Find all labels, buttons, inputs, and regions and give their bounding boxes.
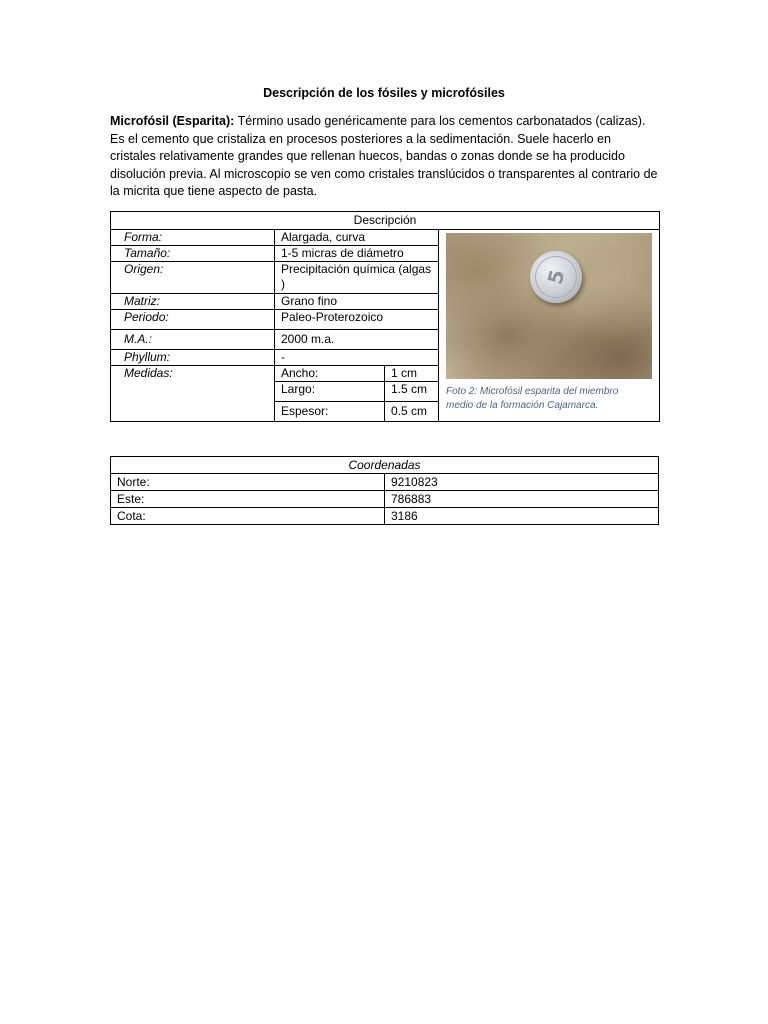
coord-label-este: Este: bbox=[111, 491, 385, 508]
row-value-phyllum: - bbox=[275, 350, 439, 366]
measure-name-ancho: Ancho: bbox=[275, 366, 385, 382]
description-table-header: Descripción bbox=[111, 212, 660, 230]
measure-value-espesor: 0.5 cm bbox=[385, 402, 439, 422]
row-label-periodo: Periodo: bbox=[111, 310, 275, 330]
measure-value-ancho: 1 cm bbox=[385, 366, 439, 382]
row-label-ma: M.A.: bbox=[111, 330, 275, 350]
measure-value-largo: 1.5 cm bbox=[385, 382, 439, 402]
row-value-ma: 2000 m.a. bbox=[275, 330, 439, 350]
photo-caption: Foto 2: Microfósil esparita del miembro medio de la formación Cajamarca. bbox=[446, 386, 619, 411]
coord-value-este: 786883 bbox=[385, 491, 659, 508]
intro-text: Término usado genéricamente para los cementos carbonatados (calizas). Es el cemento que cristaliza en procesos posteriores a la sedimentación. Suele hacerlo en cristales relativamente grandes que rellenan huecos, bandas o zonas donde se ha producido disolución previa. Al microscopio se ven como cristales translúcidos o transparentes al contrario de la micrita que tiene aspecto de pasta. bbox=[110, 114, 658, 199]
measure-name-espesor: Espesor: bbox=[275, 402, 385, 422]
page-title: Descripción de los fósiles y microfósiles bbox=[263, 86, 505, 100]
coord-value-cota: 3186 bbox=[385, 508, 659, 525]
row-value-matriz: Grano fino bbox=[275, 294, 439, 310]
photo-cell bbox=[439, 230, 660, 422]
row-value-origen: Precipitación química (algas ) bbox=[275, 262, 439, 294]
coord-label-cota: Cota: bbox=[111, 508, 385, 525]
intro-term: Microfósil (Esparita): bbox=[110, 114, 235, 128]
row-label-phyllum: Phyllum: bbox=[111, 350, 275, 366]
coordinates-table bbox=[110, 456, 659, 525]
coord-value-norte: 9210823 bbox=[385, 474, 659, 491]
coin-scale-reference bbox=[530, 251, 582, 303]
row-value-forma: Alargada, curva bbox=[275, 230, 439, 246]
row-value-tamano: 1-5 micras de diámetro bbox=[275, 246, 439, 262]
row-label-tamano: Tamaño: bbox=[111, 246, 275, 262]
coord-label-norte: Norte: bbox=[111, 474, 385, 491]
coordinates-table-header: Coordenadas bbox=[111, 457, 659, 474]
row-label-forma: Forma: bbox=[111, 230, 275, 246]
measure-name-largo: Largo: bbox=[275, 382, 385, 402]
row-label-matriz: Matriz: bbox=[111, 294, 275, 310]
row-value-periodo: Paleo-Proterozoico bbox=[275, 310, 439, 330]
coin-face: 5 bbox=[530, 251, 581, 302]
row-label-medidas: Medidas: bbox=[111, 366, 275, 422]
description-table bbox=[110, 211, 660, 422]
fossil-photo bbox=[446, 233, 652, 379]
row-label-origen: Origen: bbox=[111, 262, 275, 294]
intro-paragraph bbox=[110, 113, 660, 201]
